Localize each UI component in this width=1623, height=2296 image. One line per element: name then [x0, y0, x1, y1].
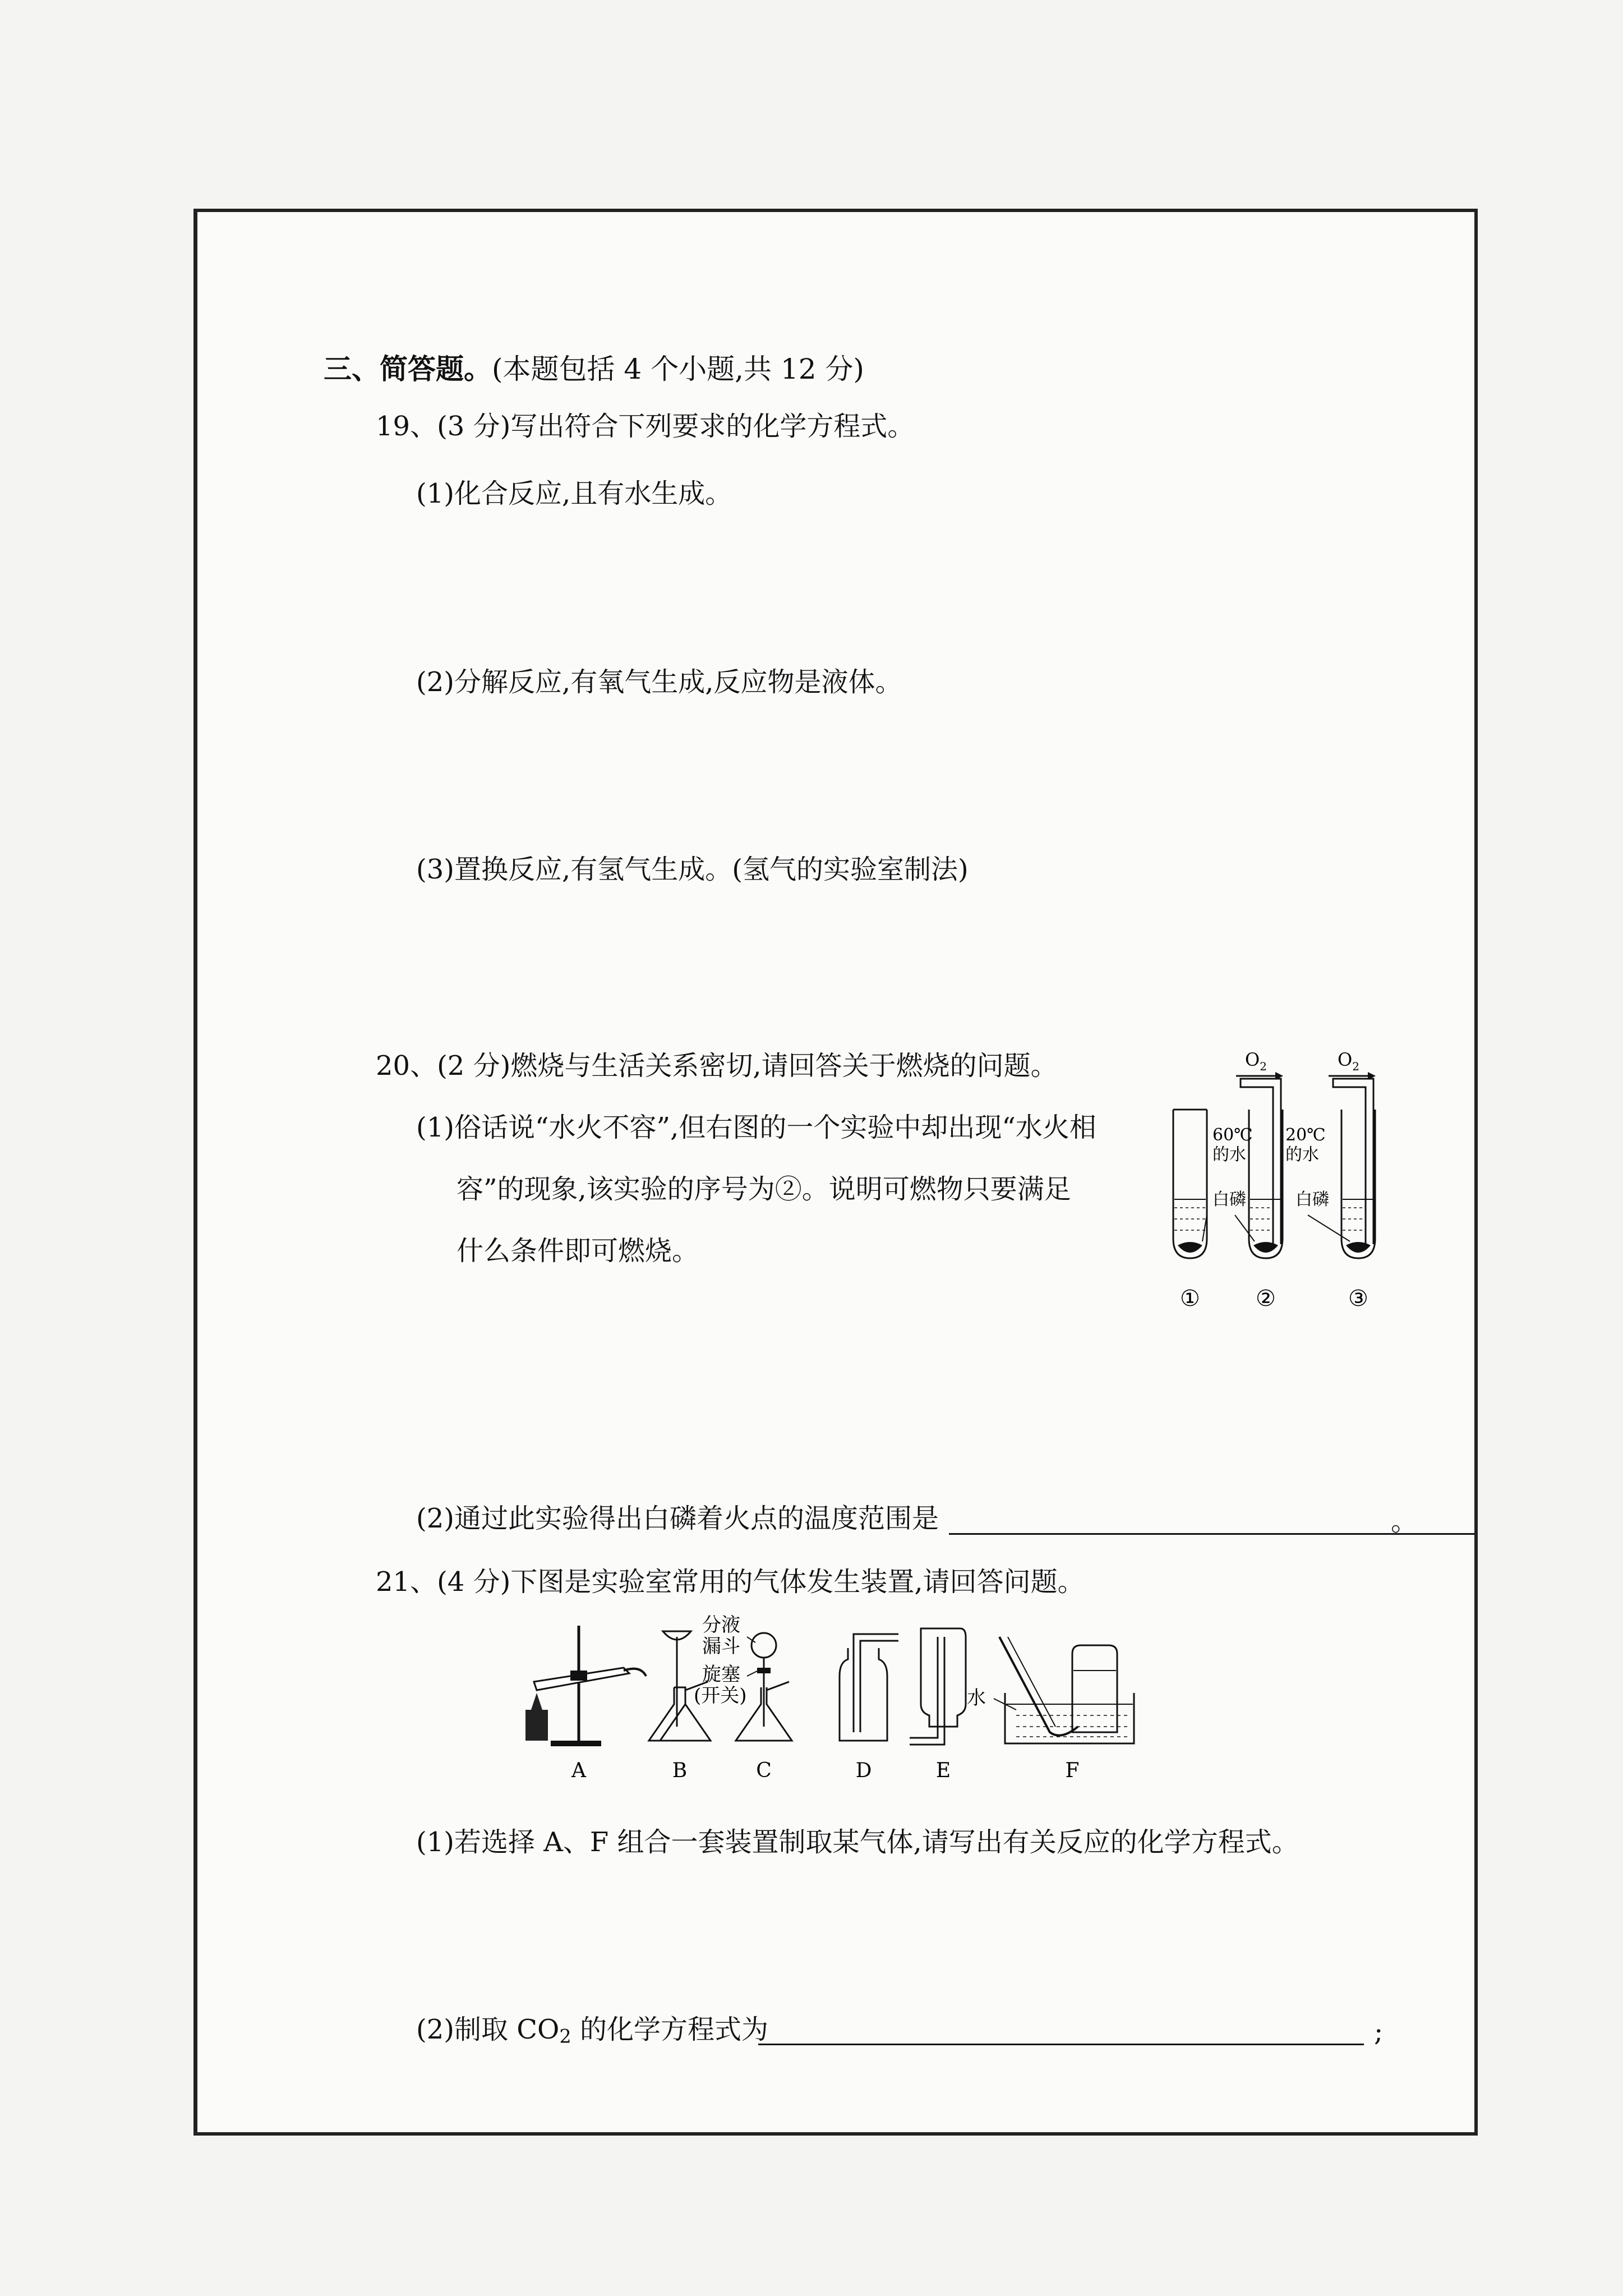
apparatus-letter-c: C: [756, 1759, 772, 1782]
label-water-2: 的水: [1285, 1145, 1319, 1165]
svg-text:O2: $O_2$: [1245, 1049, 1267, 1073]
q21-stem: 21、(4 分)下图是实验室常用的气体发生装置,请回答问题。: [376, 1566, 1085, 1598]
q21-co2-answer-blank[interactable]: [758, 2044, 1364, 2045]
svg-text:O2: $O_2$: [1338, 1049, 1359, 1073]
q20-p2: (2)通过此实验得出白磷着火点的温度范围是: [416, 1503, 939, 1534]
q20-p1-line1: (1)俗话说“水火不容”,但右图的一个实验中却出现“水火相: [416, 1112, 1096, 1143]
apparatus-letter-e: E: [935, 1759, 951, 1782]
label-funnel-2: 漏斗: [702, 1635, 740, 1658]
section-heading: [324, 352, 864, 385]
q19-item-2: (2)分解反应,有氧气生成,反应物是液体。: [416, 666, 902, 698]
q19-item-1: (1)化合反应,且有水生成。: [416, 478, 732, 509]
label-60c: 60℃: [1212, 1125, 1253, 1145]
section-note: (本题包括 4 个小题,共 12 分): [492, 353, 864, 385]
label-20c: 20℃: [1285, 1125, 1326, 1145]
q19-item-3: (3)置换反应,有氢气生成。(氢气的实验室制法): [416, 854, 969, 885]
q21-p1: (1)若选择 A、F 组合一套装置制取某气体,请写出有关反应的化学方程式。: [416, 1826, 1299, 1858]
q20-p1-line3: 什么条件即可燃烧。: [457, 1235, 699, 1267]
apparatus-f: [994, 1637, 1134, 1743]
oxygen-arrow-3: [1329, 1049, 1376, 1080]
apparatus-letter-a: A: [571, 1759, 586, 1782]
gas-apparatus-figure: [511, 1614, 1184, 1783]
label-stopcock-2: (开关): [694, 1685, 747, 1707]
test-tube-1: [1173, 1110, 1207, 1258]
tube-number-2: ②: [1256, 1286, 1276, 1312]
exam-sheet: [193, 209, 1478, 2136]
label-water-1: 的水: [1212, 1145, 1246, 1165]
test-tube-3: [1333, 1079, 1375, 1258]
label-white-phosphorus-1: 白磷: [1212, 1190, 1246, 1209]
label-white-phosphorus-2: 白磷: [1295, 1190, 1329, 1209]
q21-p2: (2)制取 CO2 的化学方程式为: [416, 2014, 768, 2047]
apparatus-letter-d: D: [855, 1759, 872, 1782]
tube-number-3: ③: [1348, 1286, 1368, 1312]
q21-p2-end: ;: [1374, 2016, 1384, 2047]
apparatus-letter-f: F: [1065, 1759, 1080, 1782]
q19-stem: 19、(3 分)写出符合下列要求的化学方程式。: [376, 411, 915, 442]
label-stopcock-1: 旋塞: [702, 1663, 740, 1686]
oxygen-arrow-2: [1236, 1049, 1283, 1080]
q20-p1-line2: 容”的现象,该实验的序号为②。说明可燃物只要满足: [457, 1174, 1071, 1205]
label-water: 水: [967, 1687, 986, 1709]
q20-stem: 20、(2 分)燃烧与生活关系密切,请回答关于燃烧的问题。: [376, 1050, 1058, 1082]
label-funnel-1: 分液: [702, 1614, 740, 1636]
apparatus-letter-b: B: [672, 1759, 688, 1782]
apparatus-d: [840, 1634, 898, 1741]
q20-p2-end: 。: [1391, 1506, 1418, 1537]
test-tubes-figure: [1151, 1048, 1431, 1334]
apparatus-a: [525, 1626, 646, 1746]
apparatus-e: [910, 1628, 966, 1745]
tube-number-1: ①: [1180, 1286, 1200, 1312]
section-title: 三、简答题。: [324, 352, 492, 385]
